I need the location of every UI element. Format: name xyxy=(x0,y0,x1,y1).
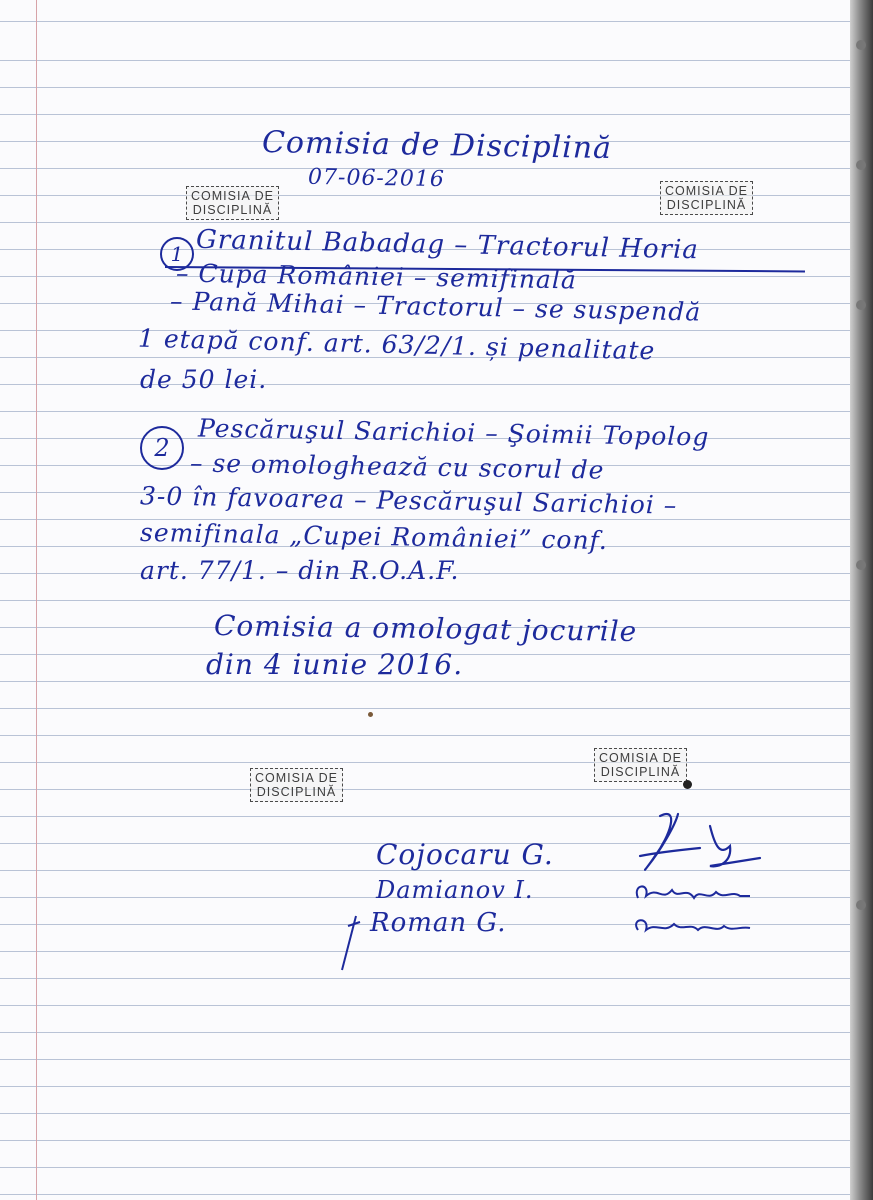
stamp-top-right: COMISIA DE DISCIPLINĂ xyxy=(660,181,753,215)
member-name-3: Roman G. xyxy=(370,908,507,938)
item1-line4: 1 etapă conf. art. 63/2/1. și penalitate xyxy=(137,323,656,366)
item2-line5: art. 77/1. – din R.O.A.F. xyxy=(140,556,460,585)
conclusion-line2: din 4 iunie 2016. xyxy=(206,648,464,681)
document-date: 07-06-2016 xyxy=(307,164,446,193)
item2-line4: semifinala „Cupei României” conf. xyxy=(139,517,609,556)
member-name-2: Damianov I. xyxy=(376,876,534,904)
ink-speck xyxy=(683,780,692,789)
signature-2 xyxy=(628,878,758,908)
stamp-top-left: COMISIA DE DISCIPLINĂ xyxy=(186,186,279,220)
item2-line2: – se omologhează cu scorul de xyxy=(189,448,605,485)
item1-line3: – Pană Mihai – Tractorul – se suspendă xyxy=(169,286,702,327)
margin-line xyxy=(36,0,37,1200)
member-name-1: Cojocaru G. xyxy=(376,838,554,871)
item1-competition: – Cupa României – semifinală xyxy=(175,258,578,295)
stamp-middle-right: COMISIA DE DISCIPLINĂ xyxy=(594,748,687,782)
item1-line5: de 50 lei. xyxy=(140,365,268,394)
conclusion-line1: Comisia a omologat jocurile xyxy=(213,609,638,648)
member-tick-mark xyxy=(338,912,368,972)
item-number-2: 2 xyxy=(140,426,184,470)
signature-3 xyxy=(626,912,756,942)
stamp-bottom-left: COMISIA DE DISCIPLINĂ xyxy=(250,768,343,802)
notebook-binding xyxy=(850,0,873,1200)
ink-speck xyxy=(368,712,373,717)
item1-match: Granitul Babadag – Tractorul Horia xyxy=(195,224,700,266)
item2-line3: 3-0 în favoarea – Pescăruşul Sarichioi – xyxy=(139,481,678,520)
document-title: Comisia de Disciplină xyxy=(261,124,613,167)
item-number-1: 1 xyxy=(160,237,194,271)
signature-1 xyxy=(620,806,770,886)
item2-line1: Pescăruşul Sarichioi – Şoimii Topolog xyxy=(197,413,710,452)
